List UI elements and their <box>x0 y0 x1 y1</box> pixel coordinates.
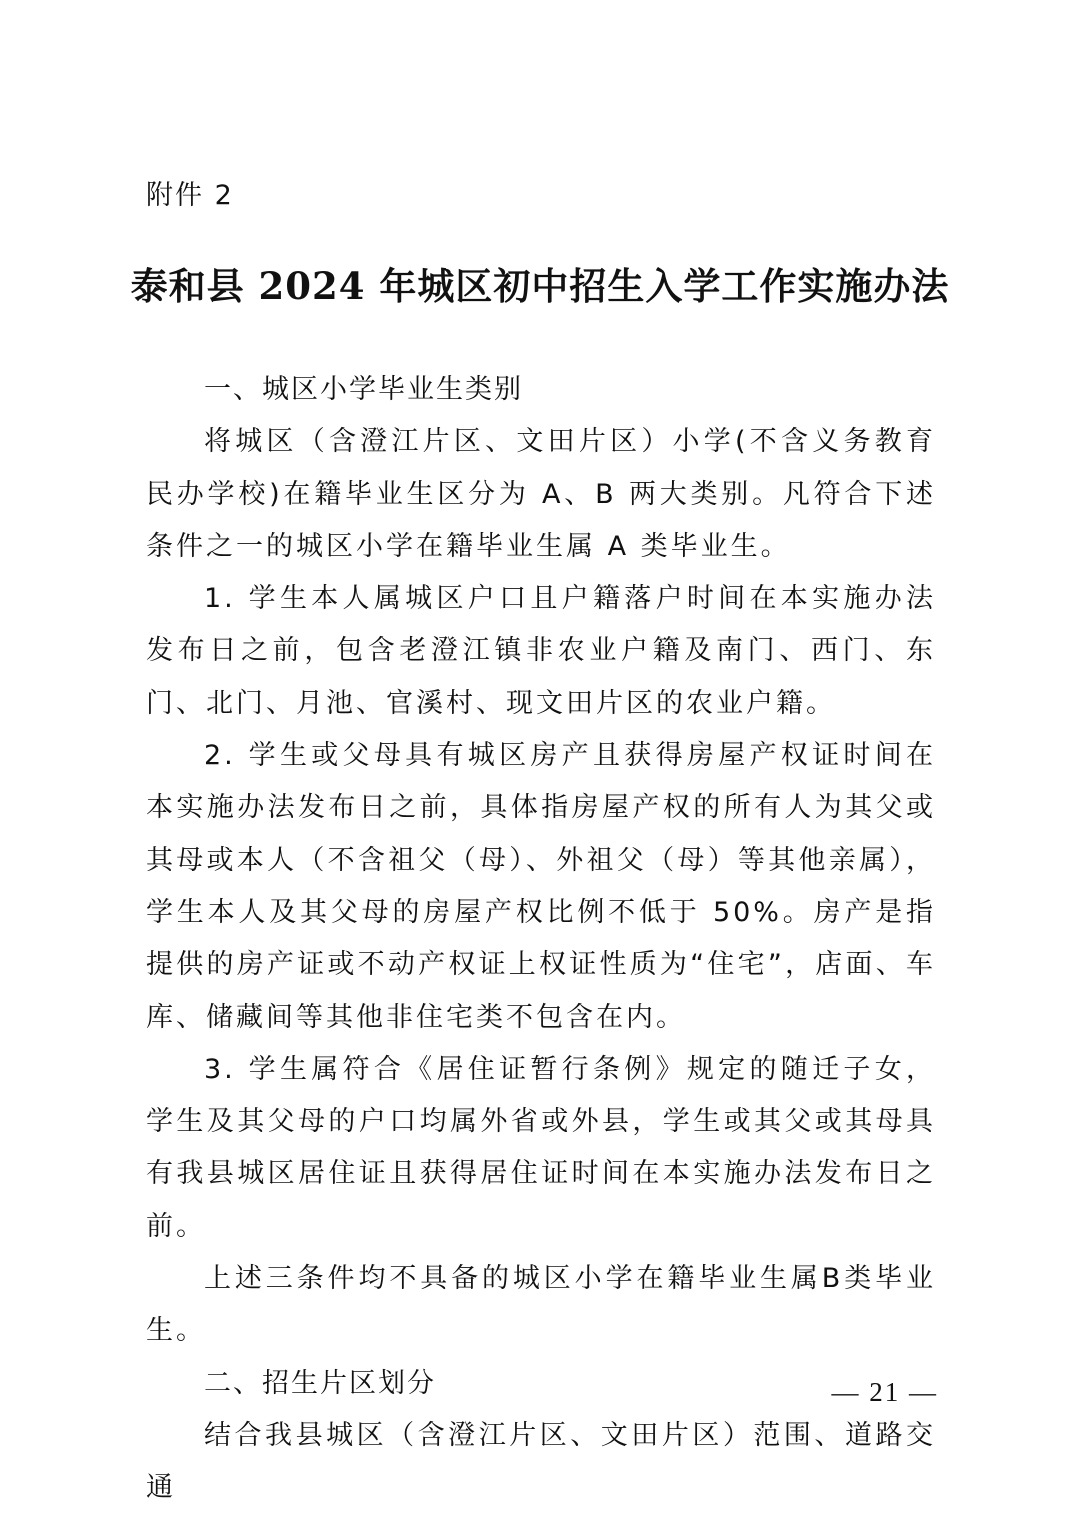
page-number: — 21 — <box>831 1377 938 1407</box>
paragraph-intro: 将城区（含澄江片区、文田片区）小学(不含义务教育民办学校)在籍毕业生区分为 A、B 两大类别。凡符合下述条件之一的城区小学在籍毕业生属 A 类毕业生。 <box>146 426 936 562</box>
section-heading-2: 二、招生片区划分 <box>204 1367 436 1399</box>
attachment-label: 附件 2 <box>146 180 234 211</box>
paragraph-condition-2: 2. 学生或父母具有城区房产且获得房屋产权证时间在本实施办法发布日之前，具体指房屋产权的所有人为其父或其母或本人（不含祖父（母）、外祖父（母）等其他亲属），学生本人及其父母的房屋产权比例不低于 50%。房产是指提供的房产证或不动产权证上权证性质为“住宅”，店面、车库、储藏间等其他非住宅类不包含在内。 <box>146 740 936 1033</box>
paragraph-condition-1: 1. 学生本人属城区户口且户籍落户时间在本实施办法发布日之前，包含老澄江镇非农业户籍及南门、西门、东门、北门、月池、官溪村、现文田片区的农业户籍。 <box>146 583 936 719</box>
document-body <box>146 364 936 1515</box>
section-heading-1: 一、城区小学毕业生类别 <box>204 374 523 405</box>
paragraph-category-b: 上述三条件均不具备的城区小学在籍毕业生属B类毕业生。 <box>146 1263 936 1347</box>
paragraph-district: 结合我县城区（含澄江片区、文田片区）范围、道路交通 <box>146 1419 936 1504</box>
paragraph-condition-3: 3. 学生属符合《居住证暂行条例》规定的随迁子女，学生及其父母的户口均属外省或外县，学生或其父或其母具有我县城区居住证且获得居住证时间在本实施办法发布日之前。 <box>146 1053 936 1242</box>
document-title: 泰和县 2024 年城区初中招生入学工作实施办法 <box>130 264 950 308</box>
